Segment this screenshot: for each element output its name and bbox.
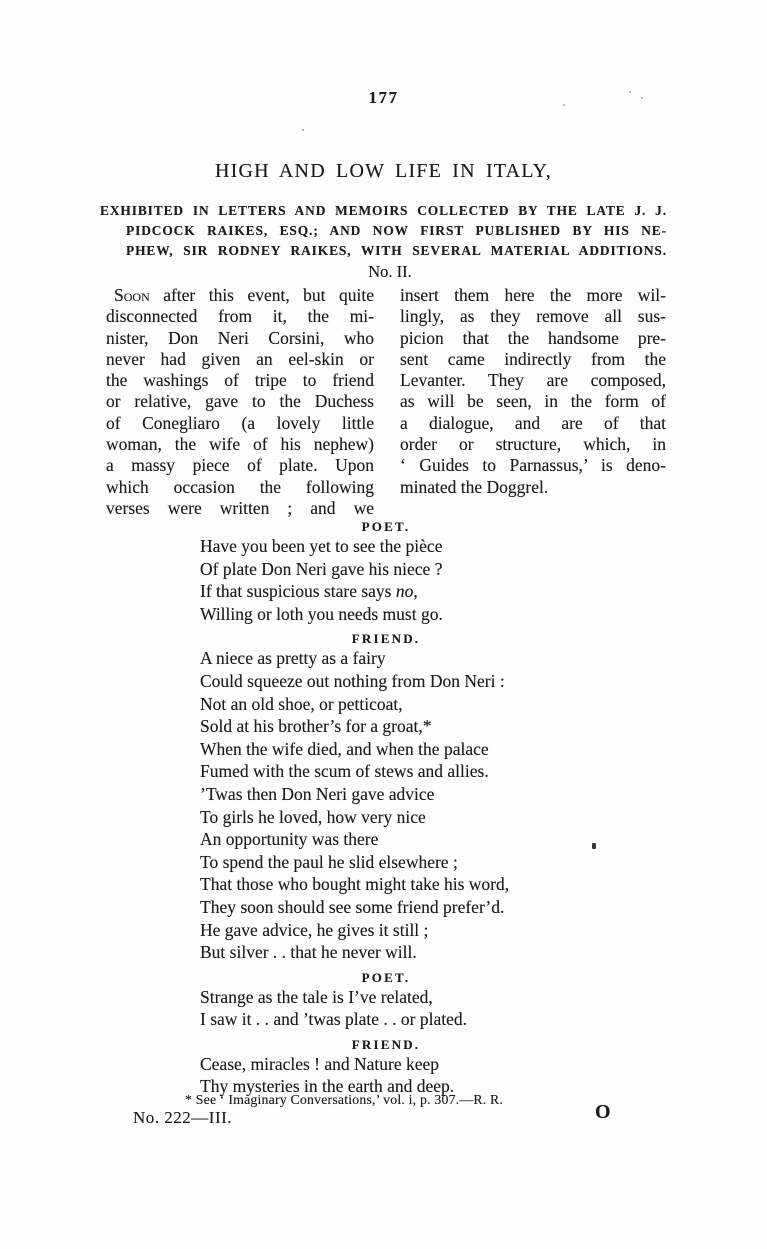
verse-line: But silver . . that he never will. [200, 942, 417, 963]
text-line: a dialogue, and are of that [400, 412, 666, 433]
text-line: insert them here the more wil- [400, 285, 666, 305]
text-line: nister, Don Neri Corsini, who [106, 327, 374, 348]
verse-line: Have you been yet to see the pièce [200, 536, 443, 556]
text-line: woman, the wife of his nephew) [106, 434, 374, 455]
text-line: or relative, gave to the Duchess [106, 391, 374, 412]
verse-line: A niece as pretty as a fairy [200, 648, 386, 669]
verse-line: When the wife died, and when the palace [200, 738, 489, 759]
text-line: which occasion the following [106, 476, 374, 497]
scan-speck [302, 129, 304, 131]
speaker-label: FRIEND. [351, 1036, 421, 1052]
text-line: lingly, as they remove all sus- [400, 306, 666, 327]
text-line: order or structure, which, in [400, 434, 666, 455]
article-subtitle [100, 201, 667, 261]
scan-speck [563, 104, 565, 106]
text-line: picion that the handsome pre- [400, 327, 666, 348]
subtitle-line: PHEW, SIR RODNEY RAIKES, WITH SEVERAL MATERIAL ADDITIONS. [126, 243, 667, 258]
text-line: Soon after this event, but quite [114, 285, 374, 305]
subtitle-line: PIDCOCK RAIKES, ESQ.; AND NOW FIRST PUBLISHED BY HIS NE- [126, 223, 667, 238]
verse-line: I saw it . . and ’twas plate . . or plated. [200, 1009, 467, 1030]
verse-line: Not an old shoe, or petticoat, [200, 693, 403, 714]
verse-line: Strange as the tale is I’ve related, [200, 986, 433, 1007]
text-line: a massy piece of plate. Upon [106, 455, 374, 476]
footnote: * See ‘ Imaginary Conversations,’ vol. i, p. 307.—R. R. [185, 1092, 504, 1107]
speaker-label: FRIEND. [351, 631, 421, 647]
text-line: sent came indirectly from the [400, 348, 666, 369]
page-number: 177 [368, 88, 399, 107]
scan-speck [629, 91, 631, 93]
text-line: as will be seen, in the form of [400, 391, 666, 412]
verse-line: If that suspicious stare says no, [200, 581, 418, 602]
speaker-label: POET. [361, 969, 411, 985]
verse-line: Fumed with the scum of stews and allies. [200, 761, 489, 782]
right-column [400, 285, 666, 498]
catch-number: No. 222—III. [133, 1108, 233, 1127]
subtitle-line: EXHIBITED IN LETTERS AND MEMOIRS COLLECTED BY THE LATE J. J. [100, 203, 667, 218]
article-title: HIGH AND LOW LIFE IN ITALY, [215, 160, 552, 182]
verse-line: They soon should see some friend prefer’d. [200, 896, 505, 917]
text-line: the washings of tripe to friend [106, 370, 374, 391]
verse-line: ’Twas then Don Neri gave advice [200, 783, 435, 804]
scan-speck [592, 843, 596, 849]
verse-line: To girls he loved, how very nice [200, 806, 426, 827]
text-line: ‘ Guides to Parnassus,’ is deno- [400, 455, 666, 476]
verse-line: An opportunity was there [200, 829, 379, 850]
section-heading: No. II. [368, 262, 412, 281]
speaker-label: POET. [361, 519, 411, 534]
scan-speck [641, 97, 643, 99]
text-line: Levanter. They are composed, [400, 370, 666, 391]
verse-line: That those who bought might take his word, [200, 874, 510, 895]
verse-line: Cease, miracles ! and Nature keep [200, 1053, 440, 1074]
text-line: minated the Doggrel. [400, 476, 549, 497]
signature-mark: O [595, 1101, 611, 1123]
text-line: of Conegliaro (a lovely little [106, 412, 374, 433]
left-column [106, 285, 374, 519]
verse-line: He gave advice, he gives it still ; [200, 919, 429, 940]
verse-line: Of plate Don Neri gave his niece ? [200, 558, 443, 579]
verse-line: Sold at his brother’s for a groat,* [200, 716, 432, 737]
verse-block [100, 519, 672, 1098]
text-line: never had given an eel-skin or [106, 348, 374, 369]
verse-line: To spend the paul he slid elsewhere ; [200, 851, 458, 872]
text-line: disconnected from it, the mi- [106, 306, 374, 327]
verse-line: Willing or loth you needs must go. [200, 603, 443, 624]
verse-line: Thy mysteries in the earth and deep. [200, 1076, 455, 1097]
verse-line: Could squeeze out nothing from Don Neri : [200, 670, 505, 691]
text-line: verses were written ; and we [106, 497, 374, 518]
